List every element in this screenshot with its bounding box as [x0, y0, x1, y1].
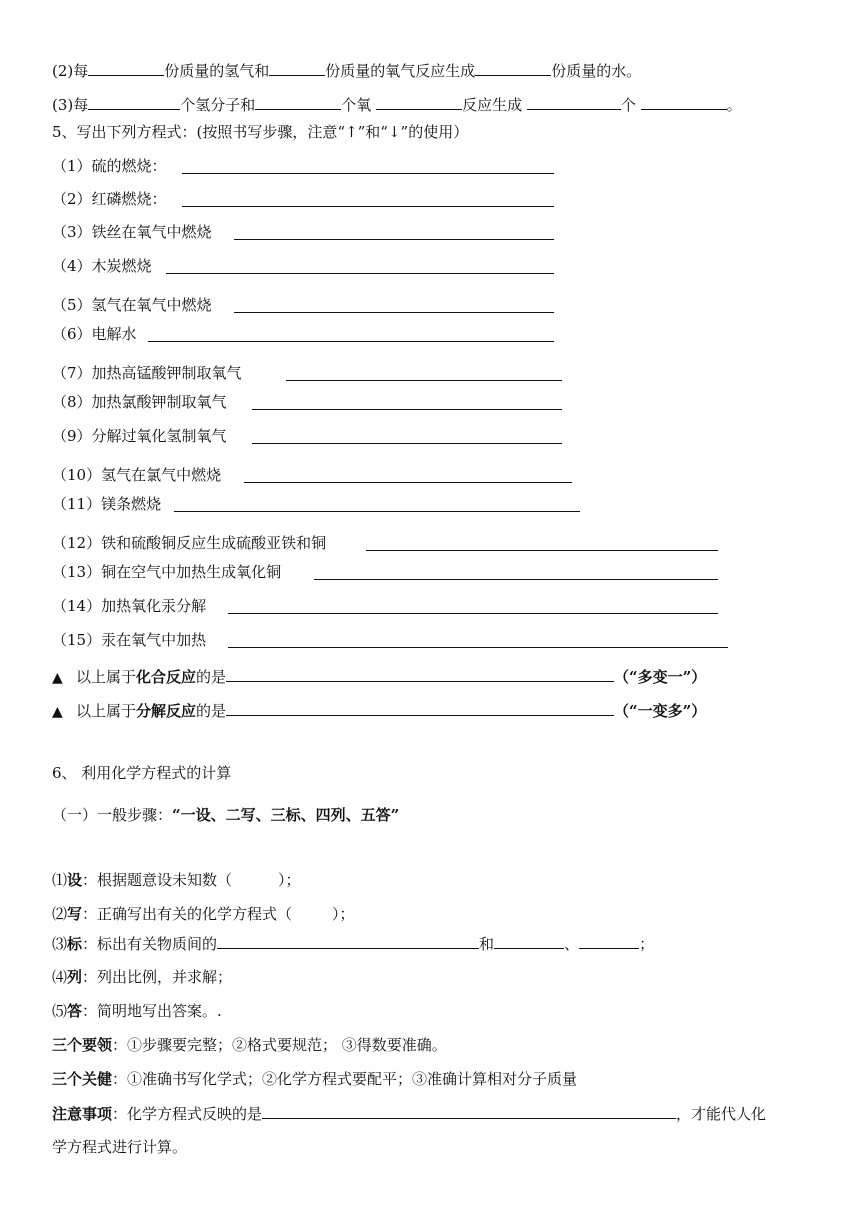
answer-line[interactable] — [234, 312, 554, 313]
q5-title: 5、写出下列方程式：(按照书写步骤，注意“↑”和“↓”的使用） — [52, 123, 469, 141]
answer-blank[interactable] — [494, 933, 564, 949]
combo-text-pre: 以上属于 — [76, 668, 137, 686]
q4-l2-text-a: (2)每 — [52, 62, 89, 80]
answer-blank[interactable] — [226, 666, 614, 682]
equation-label: （13）铜在空气中加热生成氧化铜 — [52, 563, 282, 581]
equation-label: （10）氢气在氯气中燃烧 — [52, 466, 222, 484]
equation-item-12 — [52, 533, 326, 553]
equation-item-4 — [52, 256, 152, 276]
equation-item-7 — [52, 363, 242, 383]
q4-l3-text-d: 反应生成 — [462, 96, 523, 114]
step-number: ⑸ — [52, 1002, 68, 1020]
notes-tail: ，才能代人化 — [676, 1105, 767, 1123]
triangle-bullet-icon: ▲ — [52, 670, 63, 686]
answer-blank[interactable] — [527, 94, 621, 110]
steps-keywords: “一设、二写、三标、四列、五答” — [172, 806, 400, 824]
equation-item-2 — [52, 189, 167, 209]
answer-line[interactable] — [252, 443, 562, 444]
step-end: ）； — [332, 905, 355, 923]
answer-blank[interactable] — [475, 60, 551, 76]
answer-line[interactable] — [252, 409, 562, 410]
q4-l2-text-b: 份质量的氢气和 — [164, 62, 270, 80]
q4-l3-text-a: (3)每 — [52, 96, 89, 114]
answer-line[interactable] — [366, 550, 718, 551]
equation-label: （7）加热高锰酸钾制取氧气 — [52, 364, 242, 382]
answer-line[interactable] — [244, 482, 572, 483]
step-keyword: 标 — [67, 935, 83, 953]
answer-line[interactable] — [148, 341, 554, 342]
notes-continuation: 学方程式进行计算。 — [52, 1138, 188, 1156]
answer-blank[interactable] — [226, 700, 614, 716]
notes-line — [52, 1103, 766, 1124]
equation-label: （2）红磷燃烧： — [52, 190, 167, 208]
equation-item-1 — [52, 156, 167, 176]
answer-blank[interactable] — [376, 94, 462, 110]
step-text: ：列出比例，并求解； — [82, 968, 233, 986]
step-5 — [52, 1001, 222, 1021]
answer-line[interactable] — [182, 173, 554, 174]
q4-line-3 — [52, 94, 742, 115]
step-end: ）； — [278, 871, 301, 889]
equation-label: （8）加热氯酸钾制取氧气 — [52, 393, 227, 411]
answer-blank[interactable] — [217, 933, 479, 949]
equation-label: （4）木炭燃烧 — [52, 257, 152, 275]
q4-l3-text-f: 。 — [726, 96, 742, 114]
equation-label: （15）汞在氧气中加热 — [52, 631, 207, 649]
answer-blank[interactable] — [262, 1103, 676, 1119]
answer-line[interactable] — [286, 380, 562, 381]
essentials-text: ：①步骤要完整；②格式要规范； ③得数要准确。 — [112, 1036, 447, 1054]
steps-label: （一）一般步骤： — [52, 806, 173, 824]
step-3 — [52, 933, 654, 954]
q4-l3-text-b: 个氢分子和 — [180, 96, 256, 114]
q4-l2-text-d: 份质量的水。 — [551, 62, 642, 80]
answer-line[interactable] — [228, 647, 728, 648]
step-text: ：简明地写出答案。. — [82, 1002, 222, 1020]
step-keyword: 列 — [67, 968, 83, 986]
decomp-text-post: 的是 — [196, 702, 227, 720]
step-keyword: 设 — [67, 871, 83, 889]
q4-l3-text-e: 个 — [620, 96, 636, 114]
equation-item-11 — [52, 494, 161, 514]
step-keyword: 答 — [67, 1002, 83, 1020]
answer-line[interactable] — [182, 206, 554, 207]
equation-label: （5）氢气在氧气中燃烧 — [52, 296, 212, 314]
step-4 — [52, 967, 232, 987]
combo-note: （“多变一”） — [614, 668, 707, 686]
keys-keyword: 三个关健 — [52, 1070, 113, 1088]
answer-blank[interactable] — [88, 94, 180, 110]
q4-l3-text-c: 个氧 — [341, 96, 372, 114]
q6-general-steps — [52, 805, 399, 825]
step-2 — [52, 904, 355, 924]
combination-reaction-line — [52, 666, 706, 688]
equation-item-10 — [52, 465, 221, 485]
step-text: ：标出有关物质间的 — [82, 935, 218, 953]
keys-text: ：①准确书写化学式；②化学方程式要配平；③准确计算相对分子质量 — [112, 1070, 578, 1088]
decomp-note: （“一变多”） — [614, 702, 707, 720]
equation-item-5 — [52, 295, 212, 315]
step-text: ：根据题意设未知数（ — [82, 871, 233, 889]
equation-label: （6）电解水 — [52, 325, 137, 343]
decomposition-reaction-line — [52, 700, 706, 722]
answer-blank[interactable] — [88, 60, 164, 76]
equation-item-13 — [52, 562, 281, 582]
answer-line[interactable] — [166, 273, 554, 274]
answer-blank[interactable] — [579, 933, 639, 949]
answer-blank[interactable] — [641, 94, 727, 110]
equation-item-14 — [52, 596, 206, 616]
combo-text-post: 的是 — [196, 668, 227, 686]
step-text: ：正确写出有关的化学方程式（ — [82, 905, 293, 923]
equation-item-6 — [52, 324, 137, 344]
equation-item-15 — [52, 630, 206, 650]
q4-line-2 — [52, 60, 641, 81]
step-and: 和 — [479, 935, 495, 953]
answer-blank[interactable] — [255, 94, 341, 110]
step-number: ⑴ — [52, 871, 68, 889]
equation-label: （9）分解过氧化氢制氧气 — [52, 427, 227, 445]
step-1 — [52, 870, 301, 890]
equation-label: （14）加热氧化汞分解 — [52, 597, 207, 615]
step-sep: 、 — [564, 935, 580, 953]
decomp-text-pre: 以上属于 — [76, 702, 137, 720]
equation-label: （1）硫的燃烧： — [52, 157, 167, 175]
q6-title: 6、 利用化学方程式的计算 — [52, 764, 232, 782]
essentials-keyword: 三个要领 — [52, 1036, 113, 1054]
q4-l2-text-c: 份质量的氧气反应生成 — [325, 62, 476, 80]
step-end: ； — [639, 935, 655, 953]
notes-keyword: 注意事项 — [52, 1105, 113, 1123]
answer-line[interactable] — [234, 239, 554, 240]
equation-item-9 — [52, 426, 227, 446]
equation-item-3 — [52, 222, 212, 242]
step-keyword: 写 — [67, 905, 83, 923]
step-number: ⑶ — [52, 935, 68, 953]
three-essentials — [52, 1035, 447, 1055]
answer-line[interactable] — [174, 511, 580, 512]
combo-keyword: 化合反应 — [136, 668, 197, 686]
answer-line[interactable] — [228, 613, 718, 614]
answer-line[interactable] — [314, 579, 718, 580]
decomp-keyword: 分解反应 — [136, 702, 197, 720]
triangle-bullet-icon: ▲ — [52, 704, 63, 720]
step-number: ⑷ — [52, 968, 68, 986]
equation-label: （11）镁条燃烧 — [52, 495, 162, 513]
step-number: ⑵ — [52, 905, 68, 923]
notes-text: ：化学方程式反映的是 — [112, 1105, 263, 1123]
equation-label: （3）铁丝在氧气中燃烧 — [52, 223, 212, 241]
answer-blank[interactable] — [269, 60, 325, 76]
three-keys — [52, 1069, 577, 1089]
equation-label: （12）铁和硫酸铜反应生成硫酸亚铁和铜 — [52, 534, 327, 552]
equation-item-8 — [52, 392, 227, 412]
